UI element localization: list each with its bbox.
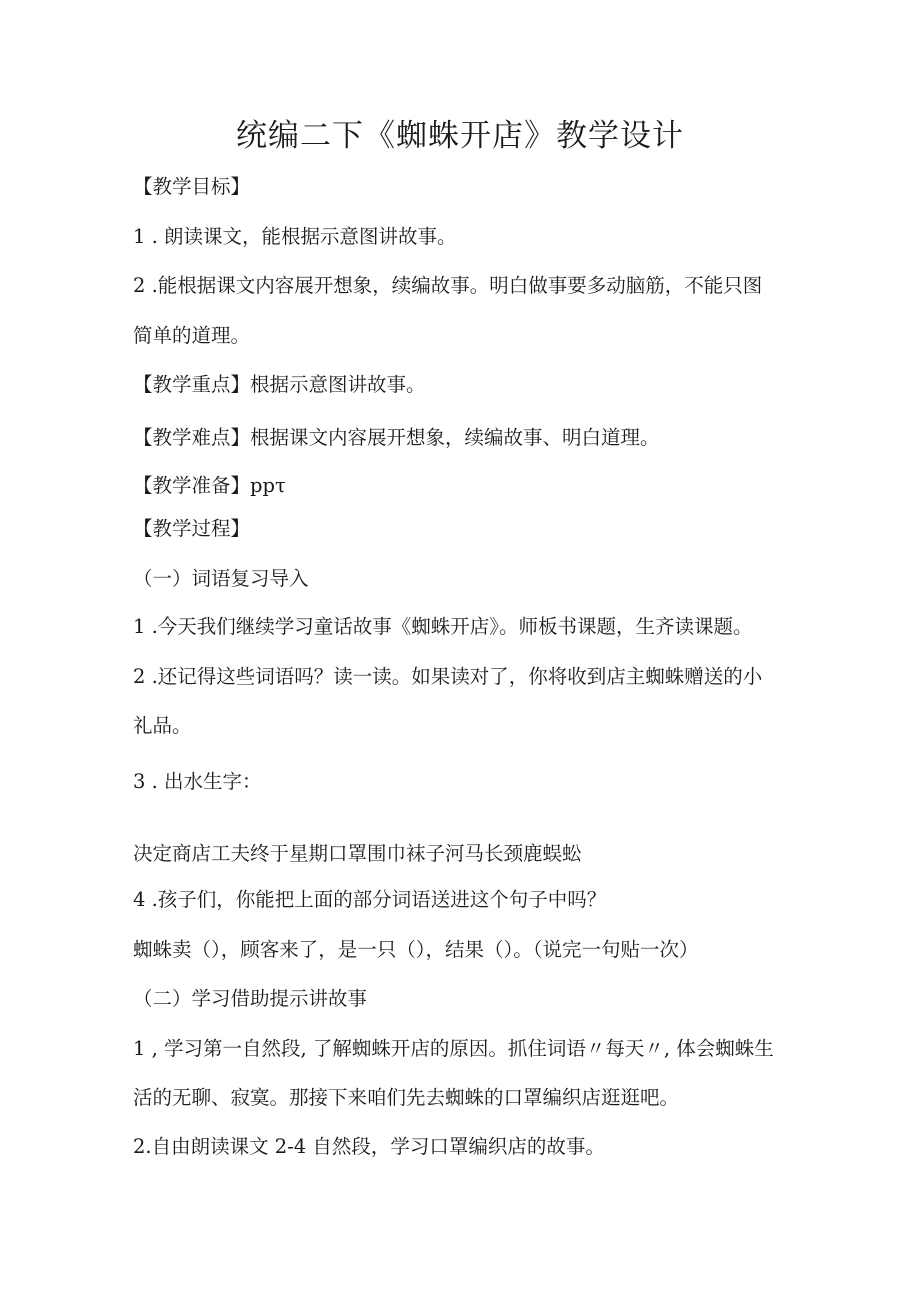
objective-item-1: 1 . 朗读课文，能根据示意图讲故事。 [133,225,457,248]
process-step-2-cont: 礼品。 [133,714,192,737]
preparation-line: 【教学准备】ppτ [133,474,286,497]
section-heading-objectives: 【教学目标】 [133,175,251,198]
sentence-frame-line: 蜘蛛卖（），顾客来了，是一只（），结果（）。（说完一句贴一次） [133,938,699,961]
difficulty-line: 【教学难点】根据课文内容展开想象，续编故事、明白道理。 [133,426,660,449]
document-title: 统编二下《蜘蛛开店》教学设计 [236,118,684,154]
key-point-line: 【教学重点】根据示意图讲故事。 [133,373,426,396]
process-step-3: 3 . 出水生字： [133,770,262,793]
story-step-1: 1 , 学习第一自然段, 了解蜘蛛开店的原因。抓住词语〃每天〃, 体会蜘蛛生 [133,1037,774,1060]
subsection-heading-2: （二）学习借助提示讲故事 [133,987,368,1010]
section-heading-process: 【教学过程】 [133,517,251,540]
process-step-2: 2 .还记得这些词语吗？读一读。如果读对了，你将收到店主蜘蛛赠送的小 [133,665,763,688]
story-step-2: 2.自由朗读课文 2-4 自然段，学习口罩编织店的故事。 [133,1135,605,1158]
process-step-1: 1 .今天我们继续学习童话故事《蜘蛛开店》。师板书课题，生齐读课题。 [133,615,753,638]
subsection-heading-1: （一）词语复习导入 [133,567,309,590]
objective-item-2: 2 .能根据课文内容展开想象，续编故事。明白做事要多动脑筋，不能只图 [133,274,763,297]
objective-item-2-cont: 简单的道理。 [133,324,251,347]
vocabulary-line: 决定商店工夫终于星期口罩围巾袜子河马长颈鹿蜈蚣 [133,842,582,865]
process-step-4: 4 .孩子们，你能把上面的部分词语送进这个句子中吗？ [133,888,607,911]
story-step-1-cont: 活的无聊、寂寞。那接下来咱们先去蜘蛛的口罩编织店逛逛吧。 [133,1086,680,1109]
